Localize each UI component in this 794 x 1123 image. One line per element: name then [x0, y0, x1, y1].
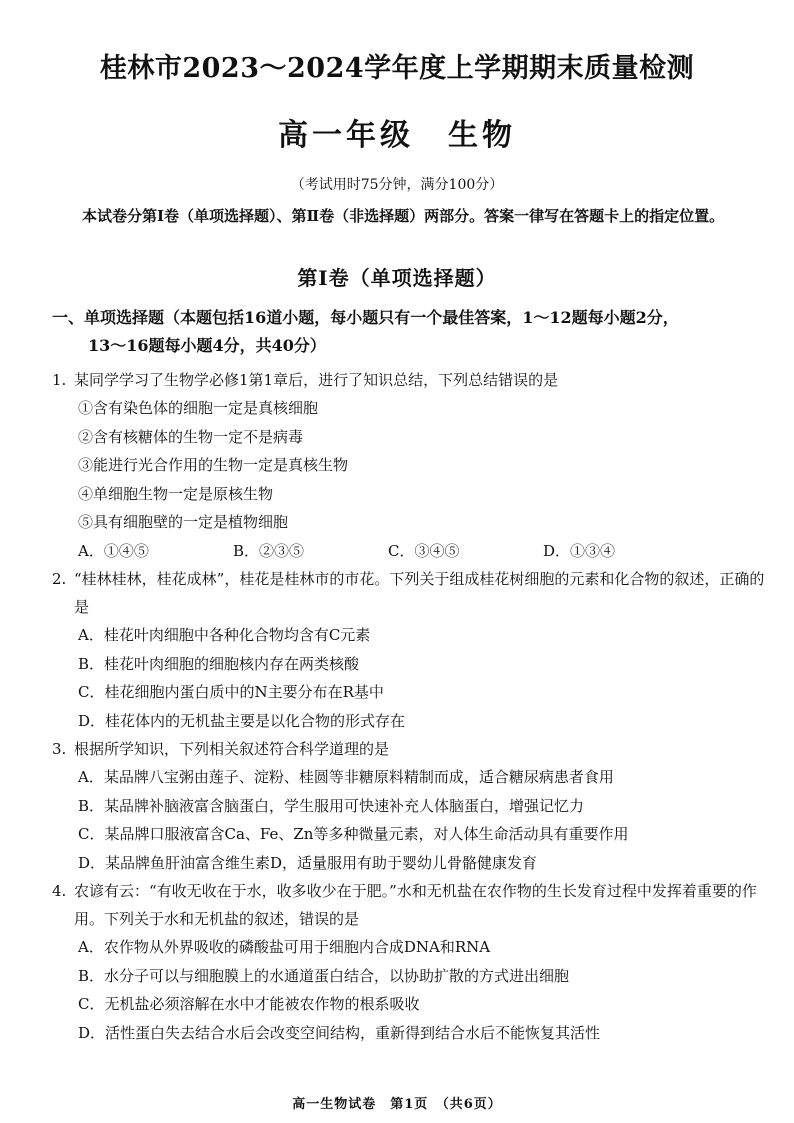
question-stem — [52, 366, 770, 394]
question-text: 农谚有云：“有收无收在于水，收多收少在于肥。”水和无机盐在农作物的生长发育过程中发挥着重要的作用。下列关于水和无机盐的叙述，错误的是 — [74, 882, 757, 928]
option-b: B．桂花叶肉细胞的细胞核内存在两类核酸 — [78, 654, 360, 673]
section-title: 第Ⅰ卷（单项选择题） — [297, 266, 497, 290]
question-stem — [52, 877, 770, 933]
option-d: D．某品牌鱼肝油富含维生素D，适量服用有助于婴幼儿骨骼健康发育 — [78, 853, 538, 872]
statement: ②含有核糖体的生物一定不是病毒 — [78, 427, 304, 446]
exam-title: 桂林市2023～2024学年度上学期期末质量检测 — [99, 53, 695, 84]
option-d: D．桂花体内的无机盐主要是以化合物的形式存在 — [78, 711, 406, 730]
option-b: B．②③⑤ — [233, 541, 305, 560]
option-c: C．某品牌口服液富含Ca、Fe、Zn等多种微量元素，对人体生命活动具有重要作用 — [78, 825, 629, 843]
question-1 — [52, 366, 770, 565]
exam-duration-note: （考试用时75分钟，满分100分） — [290, 177, 504, 193]
part-heading — [52, 304, 772, 360]
question-text: “桂林桂林，桂花成林”，桂花是桂林市的市花。下列关于组成桂花树细胞的元素和化合物的叙述，正确的是 — [74, 570, 765, 616]
question-stem — [52, 565, 770, 621]
exam-instructions: 本试卷分第Ⅰ卷（单项选择题）、第Ⅱ卷（非选择题）两部分。答案一律写在答题卡上的指定位置。 — [82, 207, 725, 225]
part-heading-line2: 13～16题每小题4分，共40分） — [88, 336, 326, 355]
page-footer: 高一生物试卷 第1页 （共6页） — [292, 1097, 502, 1112]
option-a: A．①④⑤ — [78, 541, 149, 560]
question-2 — [52, 565, 770, 735]
option-a: A．农作物从外界吸收的磷酸盐可用于细胞内合成DNA和RNA — [78, 938, 491, 956]
question-number: 1. — [52, 371, 67, 389]
statement: ①含有染色体的细胞一定是真核细胞 — [78, 399, 319, 417]
option-row — [52, 537, 770, 566]
option-a: A．某品牌八宝粥由莲子、淀粉、桂圆等非糖原料精制而成，适合糖尿病患者食用 — [78, 768, 614, 786]
question-text: 某同学学习了生物学必修1第1章后，进行了知识总结，下列总结错误的是 — [74, 371, 559, 389]
question-number: 2. — [52, 570, 67, 588]
question-list — [52, 366, 770, 1047]
question-stem — [52, 735, 770, 763]
exam-subtitle: 高一年级 生物 — [278, 118, 516, 153]
option-c: C．无机盐必须溶解在水中才能被农作物的根系吸收 — [78, 995, 420, 1013]
question-number: 3. — [52, 740, 67, 758]
statement: ④单细胞生物一定是原核生物 — [78, 484, 274, 503]
option-d: D．活性蛋白失去结合水后会改变空间结构，重新得到结合水后不能恢复其活性 — [78, 1023, 601, 1042]
statement: ⑤具有细胞壁的一定是植物细胞 — [78, 513, 289, 531]
question-3 — [52, 735, 770, 877]
option-b: B．水分子可以与细胞膜上的水通道蛋白结合，以协助扩散的方式进出细胞 — [78, 966, 570, 985]
option-c: C．桂花细胞内蛋白质中的N主要分布在R基中 — [78, 683, 384, 701]
option-c: C．③④⑤ — [388, 541, 460, 560]
question-text: 根据所学知识，下列相关叙述符合科学道理的是 — [74, 740, 390, 758]
part-heading-line1: 一、单项选择题（本题包括16道小题，每小题只有一个最佳答案，1～12题每小题2分， — [52, 308, 679, 327]
statement: ③能进行光合作用的生物一定是真核生物 — [78, 456, 349, 474]
question-4 — [52, 877, 770, 1047]
question-number: 4. — [52, 882, 67, 900]
option-b: B．某品牌补脑液富含脑蛋白，学生服用可快速补充人体脑蛋白，增强记忆力 — [78, 796, 585, 815]
option-a: A．桂花叶肉细胞中各种化合物均含有C元素 — [78, 626, 371, 644]
option-d: D．①③④ — [543, 541, 616, 560]
